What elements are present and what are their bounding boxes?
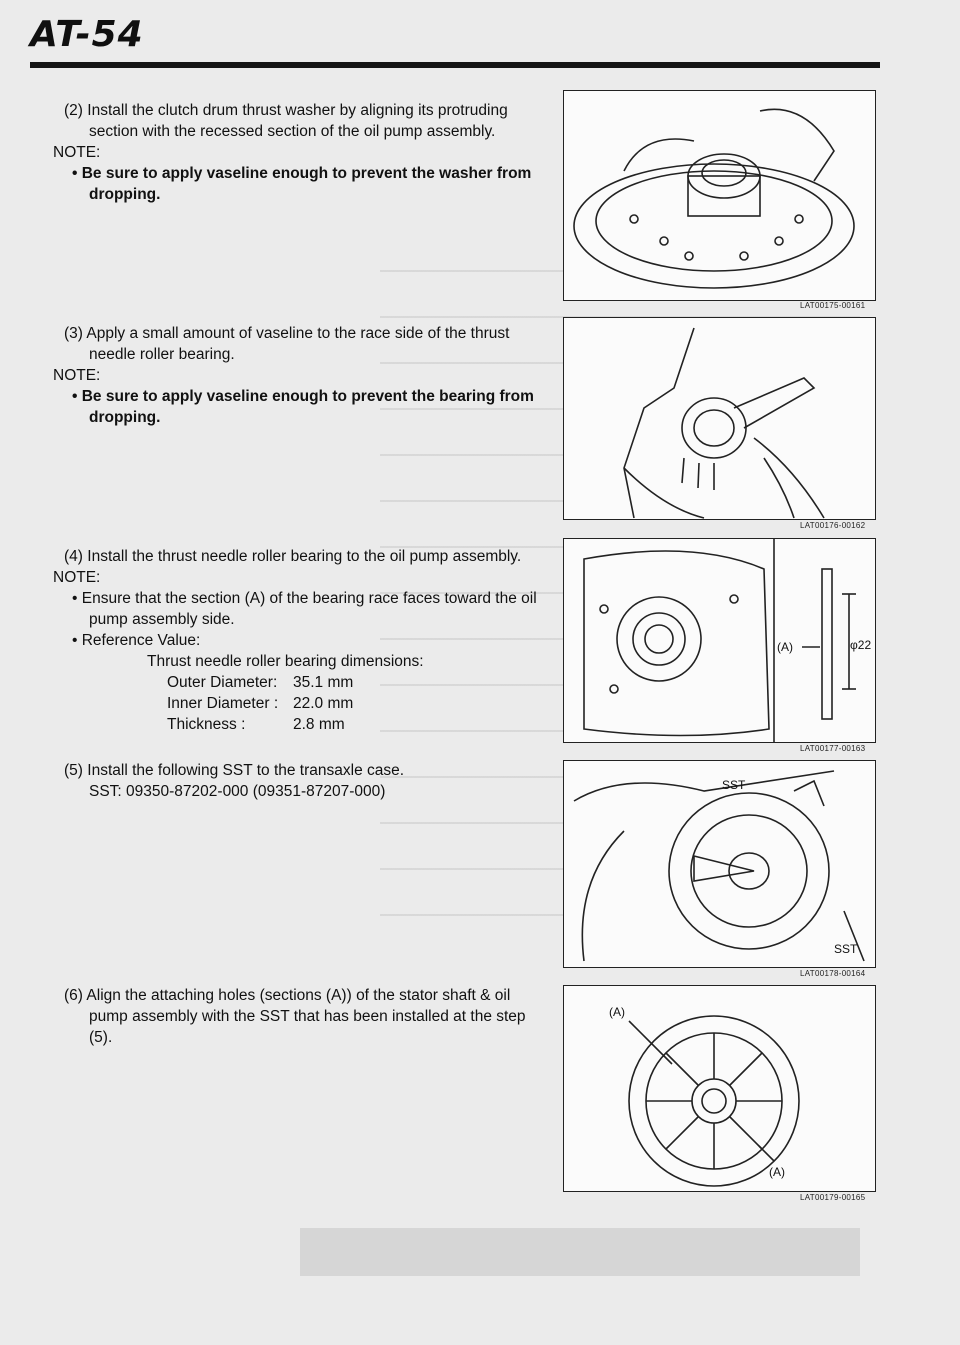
header-rule xyxy=(30,62,880,68)
scan-artifact-bar xyxy=(300,1228,860,1276)
figure-label-sst: SST xyxy=(722,778,746,792)
figure-step-3 xyxy=(563,317,876,520)
figure-code: LAT00175-00161 xyxy=(800,301,866,310)
dimension-row: Thickness : 2.8 mm xyxy=(167,716,345,733)
note-label: NOTE: xyxy=(53,144,101,161)
step-4 xyxy=(53,546,548,735)
step-text: Apply a small amount of vaseline to the race side of the thrust needle roller bearing. xyxy=(86,325,510,363)
note-bullet: • Be sure to apply vaseline enough to prevent the washer from dropping. xyxy=(72,165,532,203)
figure-label-a: (A) xyxy=(609,1005,625,1019)
figure-step-5 xyxy=(563,760,876,968)
step-number: (2) xyxy=(64,102,83,119)
figure-code: LAT00179-00165 xyxy=(800,1193,866,1202)
figure-step-2 xyxy=(563,90,876,301)
note-bullet: • Be sure to apply vaseline enough to prevent the bearing from dropping. xyxy=(72,388,534,426)
figure-step-4 xyxy=(563,538,876,743)
bearing-vaseline-illustration xyxy=(564,318,875,519)
step-3 xyxy=(53,323,548,428)
note-bullet: • Ensure that the section (A) of the bearing race faces toward the oil pump assembly side. xyxy=(72,590,537,628)
step-5 xyxy=(53,760,548,802)
bearing-install-illustration xyxy=(564,539,875,742)
sst-code: SST: 09350-87202-000 (09351-87207-000) xyxy=(89,783,386,800)
dimension-row: Outer Diameter: 35.1 mm xyxy=(167,674,354,691)
step-text: Install the thrust needle roller bearing to the oil pump assembly. xyxy=(87,548,522,565)
dimension-row: Inner Diameter : 22.0 mm xyxy=(167,695,354,712)
spec-title: Thrust needle roller bearing dimensions: xyxy=(147,653,424,670)
figure-label-a: (A) xyxy=(769,1165,785,1179)
note-bullet: • Reference Value: xyxy=(72,632,201,649)
note-label: NOTE: xyxy=(53,569,101,586)
step-text: Align the attaching holes (sections (A)) of the stator shaft & oil pump assembly with the SST that has been installed at the step (5). xyxy=(86,987,526,1046)
step-number: (4) xyxy=(64,548,83,565)
step-number: (6) xyxy=(64,987,83,1004)
figure-label-diameter: φ22 xyxy=(850,638,872,652)
step-text: Install the following SST to the transaxle case. xyxy=(87,762,405,779)
step-6 xyxy=(53,985,548,1048)
transaxle-sst-illustration xyxy=(564,761,875,967)
figure-code: LAT00178-00164 xyxy=(800,969,866,978)
stator-shaft-alignment-illustration xyxy=(564,986,875,1191)
figure-code: LAT00177-00163 xyxy=(800,744,866,753)
note-label: NOTE: xyxy=(53,367,101,384)
step-text: Install the clutch drum thrust washer by aligning its protruding section with the recessed section of the oil pump assembly. xyxy=(87,102,508,140)
oil-pump-washer-illustration xyxy=(564,91,875,300)
step-2 xyxy=(53,100,548,205)
step-number: (3) xyxy=(64,325,83,342)
page-title: AT-54 xyxy=(30,14,144,55)
step-number: (5) xyxy=(64,762,83,779)
figure-label-sst: SST xyxy=(834,942,858,956)
figure-step-6 xyxy=(563,985,876,1192)
figure-code: LAT00176-00162 xyxy=(800,521,866,530)
figure-label-a: (A) xyxy=(777,640,793,654)
